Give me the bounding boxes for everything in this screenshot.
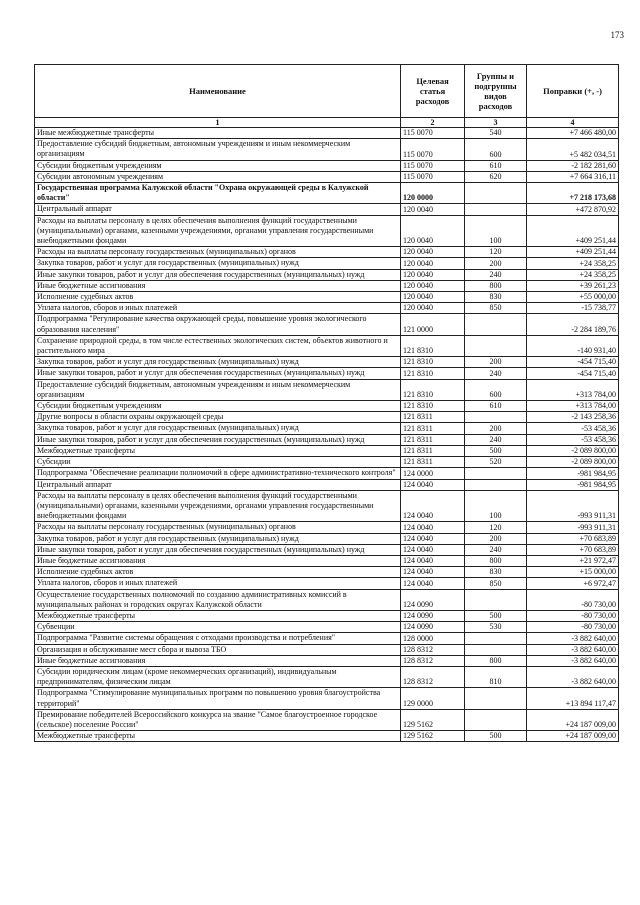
- row-expense-group: 620: [465, 171, 527, 182]
- row-target-article: 128 8312: [401, 655, 465, 666]
- row-expense-group: 240: [465, 544, 527, 555]
- row-name: Субсидии бюджетным учреждениям: [35, 160, 401, 171]
- table-row: [35, 303, 619, 314]
- row-target-article: 124 0090: [401, 610, 465, 621]
- row-amendment-amount: +24 187 009,00: [527, 731, 619, 742]
- row-expense-group: 800: [465, 280, 527, 291]
- row-expense-group: [465, 314, 527, 335]
- table-row: [35, 434, 619, 445]
- row-target-article: 115 0070: [401, 171, 465, 182]
- table-row: [35, 731, 619, 742]
- table-row: [35, 412, 619, 423]
- column-number-row: [35, 118, 619, 128]
- row-name: Субсидии бюджетным учреждениям: [35, 401, 401, 412]
- row-expense-group: 240: [465, 269, 527, 280]
- row-expense-group: 500: [465, 445, 527, 456]
- row-target-article: 121 8311: [401, 445, 465, 456]
- row-target-article: 121 8311: [401, 412, 465, 423]
- row-target-article: 121 8311: [401, 434, 465, 445]
- row-expense-group: 600: [465, 139, 527, 160]
- row-amendment-amount: +24 358,25: [527, 269, 619, 280]
- row-expense-group: [465, 479, 527, 490]
- row-target-article: 120 0040: [401, 280, 465, 291]
- row-amendment-amount: +24 187 009,00: [527, 709, 619, 730]
- table-row: [35, 633, 619, 644]
- row-target-article: 124 0000: [401, 468, 465, 479]
- row-target-article: 124 0040: [401, 578, 465, 589]
- row-expense-group: 200: [465, 258, 527, 269]
- row-expense-group: 200: [465, 423, 527, 434]
- row-expense-group: 850: [465, 578, 527, 589]
- row-target-article: 120 0000: [401, 183, 465, 204]
- table-row: [35, 215, 619, 247]
- row-expense-group: [465, 709, 527, 730]
- row-expense-group: 600: [465, 379, 527, 400]
- row-amendment-amount: -53 458,36: [527, 423, 619, 434]
- row-name: Расходы на выплаты персоналу в целях обеспечения выполнения функций государственными (муниципальными) органами, казенными учреждениями, органами управления государственными внебюджетными фондами: [35, 490, 401, 522]
- table-row: [35, 171, 619, 182]
- row-amendment-amount: -3 882 640,00: [527, 644, 619, 655]
- row-target-article: 124 0040: [401, 490, 465, 522]
- row-name: Осуществление государственных полномочий по созданию административных комиссий в муниципальных районах и городских округах Калужской области: [35, 589, 401, 610]
- row-name: Закупка товаров, работ и услуг для государственных (муниципальных) нужд: [35, 533, 401, 544]
- table-row: [35, 610, 619, 621]
- row-expense-group: [465, 589, 527, 610]
- row-name: Субсидии: [35, 457, 401, 468]
- row-expense-group: 240: [465, 368, 527, 379]
- row-name: Уплата налогов, сборов и иных платежей: [35, 303, 401, 314]
- row-name: Межбюджетные трансферты: [35, 445, 401, 456]
- row-expense-group: [465, 688, 527, 709]
- row-target-article: 120 0040: [401, 292, 465, 303]
- row-amendment-amount: +472 870,92: [527, 204, 619, 215]
- table-row: [35, 335, 619, 356]
- row-expense-group: 100: [465, 215, 527, 247]
- table-row: [35, 479, 619, 490]
- row-name: Исполнение судебных актов: [35, 567, 401, 578]
- table-row: [35, 314, 619, 335]
- row-expense-group: [465, 644, 527, 655]
- table-row: [35, 522, 619, 533]
- column-number: 3: [465, 118, 527, 128]
- table-row: [35, 160, 619, 171]
- row-target-article: 124 0090: [401, 622, 465, 633]
- row-name: Закупка товаров, работ и услуг для государственных (муниципальных) нужд: [35, 423, 401, 434]
- header-target-article: Целевая статья расходов: [401, 65, 465, 118]
- table-row: [35, 666, 619, 687]
- row-expense-group: 200: [465, 533, 527, 544]
- row-target-article: 124 0040: [401, 567, 465, 578]
- row-name: Организация и обслуживание мест сбора и вывоза ТБО: [35, 644, 401, 655]
- row-name: Подпрограмма "Обеспечение реализации полномочий в сфере административно-технического контроля": [35, 468, 401, 479]
- header-expense-groups: Группы и подгруппы видов расходов: [465, 65, 527, 118]
- row-target-article: 129 5162: [401, 731, 465, 742]
- row-name: Предоставление субсидий бюджетным, автономным учреждениям и иным некоммерческим организациям: [35, 139, 401, 160]
- table-row: [35, 490, 619, 522]
- table-row: [35, 544, 619, 555]
- row-target-article: 115 0070: [401, 128, 465, 139]
- row-expense-group: 200: [465, 357, 527, 368]
- row-amendment-amount: -3 882 640,00: [527, 633, 619, 644]
- row-name: Центральный аппарат: [35, 204, 401, 215]
- row-target-article: 124 0090: [401, 589, 465, 610]
- row-amendment-amount: -981 984,95: [527, 468, 619, 479]
- row-amendment-amount: -3 882 640,00: [527, 655, 619, 666]
- row-amendment-amount: +13 894 117,47: [527, 688, 619, 709]
- table-row: [35, 655, 619, 666]
- row-amendment-amount: -53 458,36: [527, 434, 619, 445]
- row-target-article: 124 0040: [401, 522, 465, 533]
- table-header-row: [35, 65, 619, 118]
- row-amendment-amount: -80 730,00: [527, 622, 619, 633]
- row-name: Иные закупки товаров, работ и услуг для обеспечения государственных (муниципальных) нужд: [35, 544, 401, 555]
- row-expense-group: 540: [465, 128, 527, 139]
- row-amendment-amount: +70 683,89: [527, 533, 619, 544]
- row-amendment-amount: -3 882 640,00: [527, 666, 619, 687]
- row-target-article: 120 0040: [401, 247, 465, 258]
- table-row: [35, 247, 619, 258]
- row-target-article: 121 8310: [401, 379, 465, 400]
- table-row: [35, 555, 619, 566]
- row-amendment-amount: -2 182 281,60: [527, 160, 619, 171]
- table-row: [35, 644, 619, 655]
- table-row: [35, 578, 619, 589]
- row-expense-group: 800: [465, 655, 527, 666]
- row-name: Исполнение судебных актов: [35, 292, 401, 303]
- row-target-article: 121 8311: [401, 423, 465, 434]
- row-name: Субвенции: [35, 622, 401, 633]
- table-row: [35, 688, 619, 709]
- table-row: [35, 457, 619, 468]
- row-expense-group: 240: [465, 434, 527, 445]
- row-name: Подпрограмма "Развитие системы обращения с отходами производства и потребления": [35, 633, 401, 644]
- row-name: Уплата налогов, сборов и иных платежей: [35, 578, 401, 589]
- row-amendment-amount: +7 218 173,68: [527, 183, 619, 204]
- row-target-article: 129 0000: [401, 688, 465, 709]
- row-amendment-amount: -140 931,40: [527, 335, 619, 356]
- table-row: [35, 368, 619, 379]
- row-amendment-amount: -2 089 800,00: [527, 457, 619, 468]
- row-amendment-amount: -454 715,40: [527, 368, 619, 379]
- table-row: [35, 622, 619, 633]
- row-name: Государственная программа Калужской области "Охрана окружающей среды в Калужской области": [35, 183, 401, 204]
- row-amendment-amount: -2 284 189,76: [527, 314, 619, 335]
- table-row: [35, 709, 619, 730]
- budget-amendments-table: [34, 64, 619, 742]
- table-row: [35, 423, 619, 434]
- row-amendment-amount: +39 261,23: [527, 280, 619, 291]
- table-row: [35, 567, 619, 578]
- row-target-article: 121 8310: [401, 401, 465, 412]
- column-number: 4: [527, 118, 619, 128]
- row-target-article: 121 8311: [401, 457, 465, 468]
- row-target-article: 115 0070: [401, 139, 465, 160]
- row-amendment-amount: +21 972,47: [527, 555, 619, 566]
- row-name: Подпрограмма "Стимулирование муниципальных программ по повышению уровня благоустройства территорий": [35, 688, 401, 709]
- row-amendment-amount: +409 251,44: [527, 247, 619, 258]
- row-expense-group: 120: [465, 247, 527, 258]
- row-expense-group: [465, 468, 527, 479]
- table-row: [35, 269, 619, 280]
- table-row: [35, 357, 619, 368]
- row-target-article: 124 0040: [401, 533, 465, 544]
- row-amendment-amount: +409 251,44: [527, 215, 619, 247]
- row-amendment-amount: +313 784,00: [527, 401, 619, 412]
- row-expense-group: 830: [465, 567, 527, 578]
- table-row: [35, 445, 619, 456]
- page-number: 173: [610, 30, 624, 40]
- header-name: Наименование: [35, 65, 401, 118]
- table-row: [35, 139, 619, 160]
- row-name: Иные закупки товаров, работ и услуг для обеспечения государственных (муниципальных) нужд: [35, 368, 401, 379]
- row-amendment-amount: -15 738,77: [527, 303, 619, 314]
- row-expense-group: [465, 335, 527, 356]
- row-name: Иные бюджетные ассигнования: [35, 280, 401, 291]
- row-name: Субсидии автономным учреждениям: [35, 171, 401, 182]
- row-amendment-amount: -80 730,00: [527, 589, 619, 610]
- table-row: [35, 292, 619, 303]
- row-expense-group: 800: [465, 555, 527, 566]
- row-name: Иные бюджетные ассигнования: [35, 555, 401, 566]
- row-target-article: 120 0040: [401, 269, 465, 280]
- row-amendment-amount: +55 000,00: [527, 292, 619, 303]
- row-name: Иные межбюджетные трансферты: [35, 128, 401, 139]
- row-expense-group: 830: [465, 292, 527, 303]
- row-expense-group: 520: [465, 457, 527, 468]
- row-expense-group: 610: [465, 401, 527, 412]
- row-target-article: 129 5162: [401, 709, 465, 730]
- table-row: [35, 183, 619, 204]
- row-target-article: 121 8310: [401, 357, 465, 368]
- table-row: [35, 280, 619, 291]
- row-name: Иные бюджетные ассигнования: [35, 655, 401, 666]
- row-target-article: 121 0000: [401, 314, 465, 335]
- row-target-article: 124 0040: [401, 544, 465, 555]
- row-name: Сохранение природной среды, в том числе естественных экологических систем, объектов животного и растительного мира: [35, 335, 401, 356]
- row-name: Расходы на выплаты персоналу государственных (муниципальных) органов: [35, 247, 401, 258]
- table-row: [35, 258, 619, 269]
- column-number: 2: [401, 118, 465, 128]
- header-amendments: Поправки (+, -): [527, 65, 619, 118]
- row-name: Межбюджетные трансферты: [35, 610, 401, 621]
- row-amendment-amount: -2 089 800,00: [527, 445, 619, 456]
- row-name: Субсидии юридическим лицам (кроме некоммерческих организаций), индивидуальным предпринимателям, физическим лицам: [35, 666, 401, 687]
- row-target-article: 120 0040: [401, 204, 465, 215]
- row-amendment-amount: -981 984,95: [527, 479, 619, 490]
- row-expense-group: 100: [465, 490, 527, 522]
- row-target-article: 121 8310: [401, 368, 465, 379]
- table-row: [35, 379, 619, 400]
- row-amendment-amount: +15 000,00: [527, 567, 619, 578]
- row-target-article: 128 8312: [401, 644, 465, 655]
- table-row: [35, 589, 619, 610]
- row-name: Центральный аппарат: [35, 479, 401, 490]
- row-name: Иные закупки товаров, работ и услуг для обеспечения государственных (муниципальных) нужд: [35, 269, 401, 280]
- row-amendment-amount: +313 784,00: [527, 379, 619, 400]
- row-amendment-amount: +5 482 034,51: [527, 139, 619, 160]
- row-name: Иные закупки товаров, работ и услуг для обеспечения государственных (муниципальных) нужд: [35, 434, 401, 445]
- row-amendment-amount: -2 143 258,36: [527, 412, 619, 423]
- row-name: Премирование победителей Всероссийского конкурса на звание "Самое благоустроенное городское (сельское) поселение России": [35, 709, 401, 730]
- row-name: Расходы на выплаты персоналу государственных (муниципальных) органов: [35, 522, 401, 533]
- table-row: [35, 401, 619, 412]
- row-name: Закупка товаров, работ и услуг для государственных (муниципальных) нужд: [35, 357, 401, 368]
- row-name: Другие вопросы в области охраны окружающей среды: [35, 412, 401, 423]
- row-target-article: 124 0040: [401, 479, 465, 490]
- row-name: Межбюджетные трансферты: [35, 731, 401, 742]
- row-amendment-amount: -80 730,00: [527, 610, 619, 621]
- row-expense-group: [465, 633, 527, 644]
- row-target-article: 120 0040: [401, 303, 465, 314]
- row-expense-group: 500: [465, 610, 527, 621]
- row-name: Предоставление субсидий бюджетным, автономным учреждениям и иным некоммерческим организациям: [35, 379, 401, 400]
- row-amendment-amount: +70 683,89: [527, 544, 619, 555]
- row-amendment-amount: +7 466 480,00: [527, 128, 619, 139]
- row-amendment-amount: +6 972,47: [527, 578, 619, 589]
- row-expense-group: 530: [465, 622, 527, 633]
- row-target-article: 120 0040: [401, 215, 465, 247]
- row-amendment-amount: -993 911,31: [527, 490, 619, 522]
- row-target-article: 115 0070: [401, 160, 465, 171]
- row-name: Расходы на выплаты персоналу в целях обеспечения выполнения функций государственными (муниципальными) органами, казенными учреждениями, органами управления государственными внебюджетными фондами: [35, 215, 401, 247]
- row-target-article: 121 8310: [401, 335, 465, 356]
- row-expense-group: 610: [465, 160, 527, 171]
- row-target-article: 124 0040: [401, 555, 465, 566]
- table-row: [35, 533, 619, 544]
- row-target-article: 128 0000: [401, 633, 465, 644]
- row-amendment-amount: -454 715,40: [527, 357, 619, 368]
- row-expense-group: [465, 412, 527, 423]
- row-expense-group: [465, 183, 527, 204]
- row-expense-group: [465, 204, 527, 215]
- row-name: Закупка товаров, работ и услуг для государственных (муниципальных) нужд: [35, 258, 401, 269]
- column-number: 1: [35, 118, 401, 128]
- row-target-article: 128 8312: [401, 666, 465, 687]
- table-row: [35, 204, 619, 215]
- row-expense-group: 120: [465, 522, 527, 533]
- row-amendment-amount: +24 358,25: [527, 258, 619, 269]
- table-row: [35, 128, 619, 139]
- row-expense-group: 810: [465, 666, 527, 687]
- table-row: [35, 468, 619, 479]
- row-name: Подпрограмма "Регулирование качества окружающей среды, повышение уровня экологического образования населения": [35, 314, 401, 335]
- row-amendment-amount: +7 664 316,11: [527, 171, 619, 182]
- row-expense-group: 850: [465, 303, 527, 314]
- row-amendment-amount: -993 911,31: [527, 522, 619, 533]
- row-target-article: 120 0040: [401, 258, 465, 269]
- row-expense-group: 500: [465, 731, 527, 742]
